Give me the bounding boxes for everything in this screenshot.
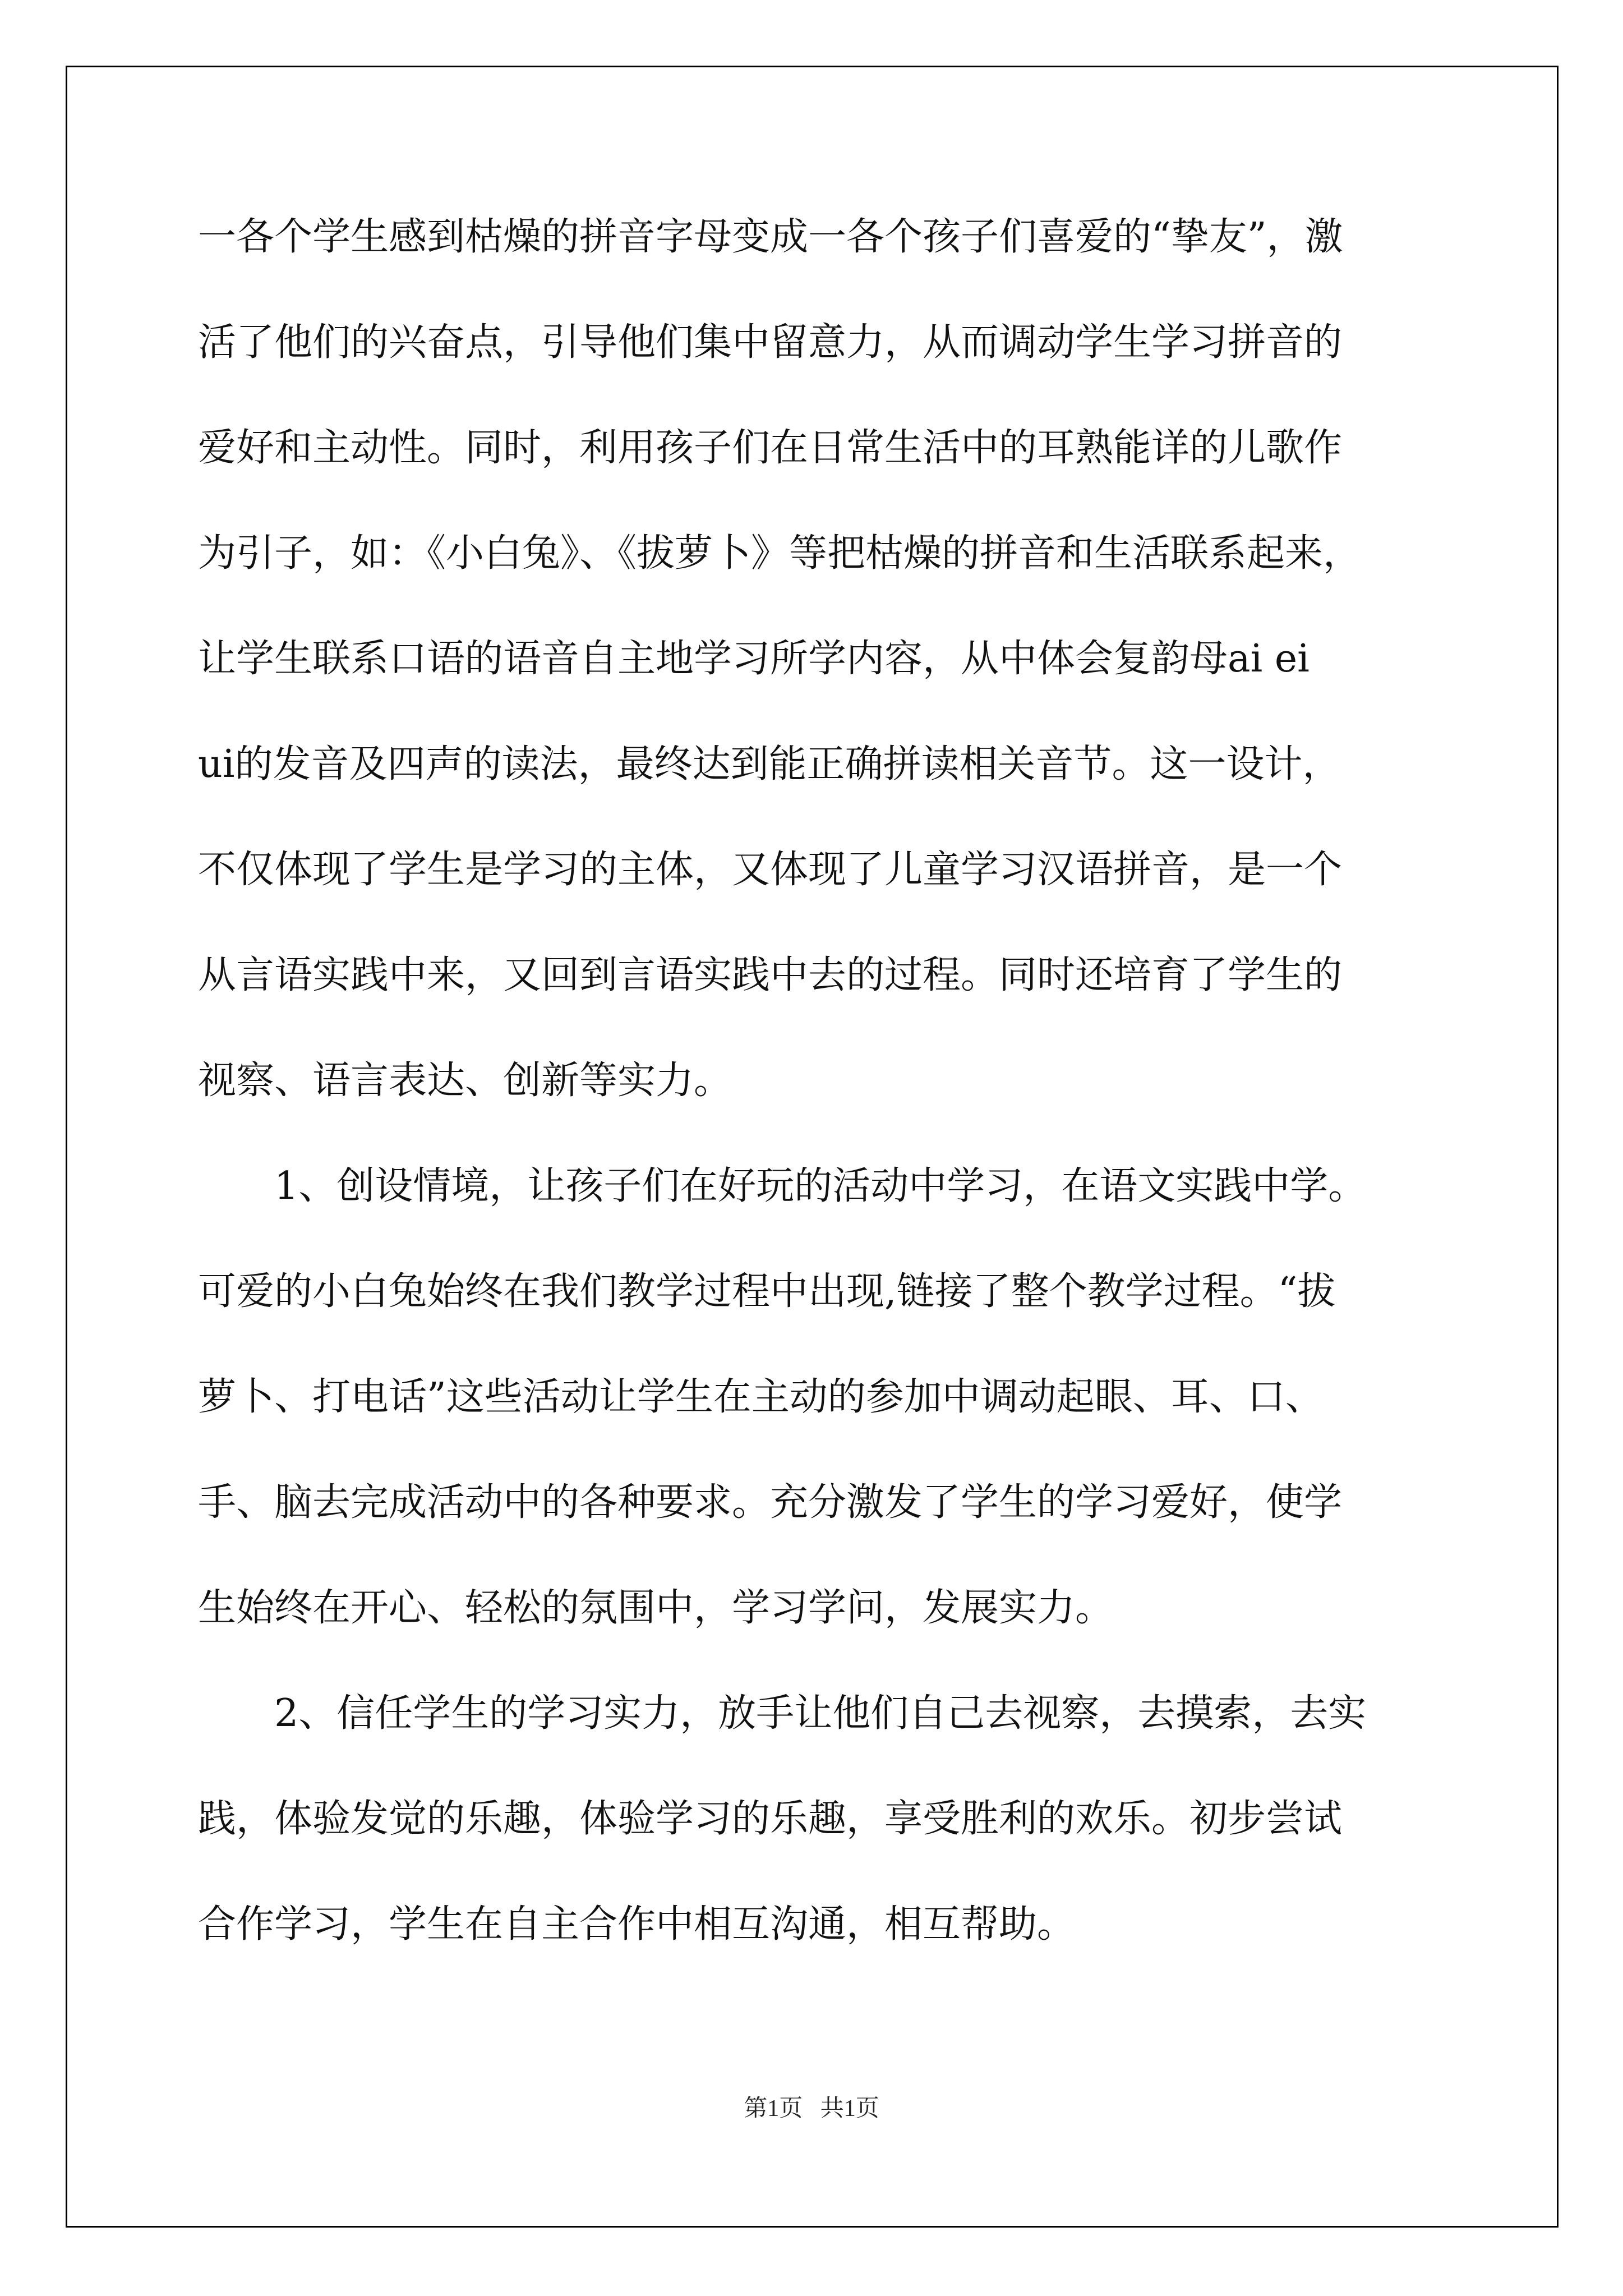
- text-line: 生始终在开心、轻松的氛围中，学习学问，发展实力。: [198, 1586, 1114, 1630]
- paragraph-2: [198, 1153, 1429, 1680]
- text-line: 让学生联系口语的语音自主地学习所学内容，从中体会复韵母ai ei: [198, 637, 1310, 681]
- text-line: 活了他们的兴奋点，引导他们集中留意力，从而调动学生学习拼音的: [198, 320, 1343, 365]
- text-line: 可爱的小白兔始终在我们教学过程中出现,链接了整个教学过程。“拔: [198, 1269, 1336, 1314]
- text-line: 从言语实践中来，又回到言语实践中去的过程。同时还培育了学生的: [198, 953, 1343, 997]
- text-line: 为引子，如：《小白兔》、《拔萝卜》等把枯燥的拼音和生活联系起来，: [198, 531, 1362, 576]
- text-line: ui的发音及四声的读法，最终达到能正确拼读相关音节。这一设计，: [198, 742, 1341, 786]
- text-line: 践，体验发觉的乐趣，体验学习的乐趣，享受胜利的欢乐。初步尝试: [198, 1797, 1343, 1841]
- text-line: 一各个学生感到枯燥的拼音字母变成一各个孩子们喜爱的“挚友”，激: [198, 215, 1343, 259]
- text-line: 1、创设情境，让孩子们在好玩的活动中学习，在语文实践中学。: [274, 1164, 1367, 1208]
- paragraph-1: [198, 204, 1429, 1153]
- paragraph-3: [198, 1680, 1429, 1996]
- text-line: 萝卜、打电话”这些活动让学生在主动的参加中调动起眼、耳、口、: [198, 1375, 1324, 1419]
- text-line: 2、信任学生的学习实力，放手让他们自己去视察，去摸索，去实: [274, 1691, 1367, 1736]
- text-line: 不仅体现了学生是学习的主体，又体现了儿童学习汉语拼音，是一个: [198, 848, 1343, 892]
- text-line: 手、脑去完成活动中的各种要求。充分激发了学生的学习爱好，使学: [198, 1480, 1343, 1525]
- text-line: 合作学习，学生在自主合作中相互沟通，相互帮助。: [198, 1902, 1076, 1947]
- page-footer: 第1页 共1页: [744, 2096, 879, 2122]
- text-line: 爱好和主动性。同时，利用孩子们在日常生活中的耳熟能详的儿歌作: [198, 426, 1343, 470]
- document-body: [198, 204, 1429, 1996]
- text-line: 视察、语言表达、创新等实力。: [198, 1059, 732, 1103]
